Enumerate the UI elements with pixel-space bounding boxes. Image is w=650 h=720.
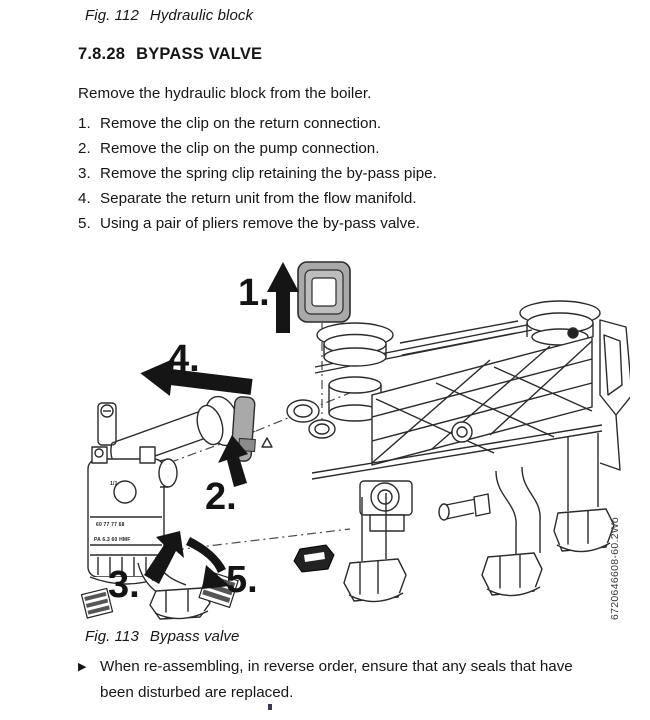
- step-1: [78, 111, 578, 136]
- black-hex-fitting: [294, 545, 334, 572]
- part-code: 6720646608-60.2Wo: [609, 517, 621, 620]
- callout-3: 3.: [108, 564, 140, 606]
- fig-112-number: Fig. 112: [85, 7, 139, 24]
- step-3-text: Remove the spring clip retaining the by-pass pipe.: [100, 165, 437, 182]
- procedure-steps: [78, 111, 578, 236]
- retaining-clip-1: [298, 262, 350, 322]
- fig-112-label: Hydraulic block: [149, 7, 254, 24]
- note-text: When re-assembling, in reverse order, ensure that any seals that have been disturbed are replaced.: [100, 658, 573, 701]
- intro-text: Remove the hydraulic block from the boiler.: [78, 85, 372, 102]
- step-2-number: 2.: [78, 140, 91, 157]
- step-4-number: 4.: [78, 190, 91, 207]
- step-5-text: Using a pair of pliers remove the by-pass valve.: [100, 215, 420, 232]
- section-number: 7.8.28: [78, 45, 126, 63]
- pump-label-1: 60 77 77 68: [96, 522, 125, 528]
- step-5: [78, 211, 578, 236]
- step-1-text: Remove the clip on the return connection.: [100, 115, 382, 132]
- arrow-up-icon: [267, 262, 299, 333]
- step-3-number: 3.: [78, 165, 91, 182]
- step-4: [78, 186, 578, 211]
- fig-113-label: Bypass valve: [149, 628, 240, 645]
- callout-5: 5.: [226, 559, 258, 601]
- reassembly-note: [78, 654, 584, 706]
- step-3: [78, 161, 578, 186]
- pump-top-label: 1/1: [110, 481, 118, 487]
- step-2-text: Remove the clip on the pump connection.: [100, 140, 380, 157]
- step-1-number: 1.: [78, 115, 91, 132]
- pump-label-2: PA 6.3 60 HMF: [94, 537, 131, 543]
- callout-2: 2.: [205, 476, 237, 518]
- step-5-number: 5.: [78, 215, 91, 232]
- print-artifact: [268, 704, 272, 710]
- step-4-text: Separate the return unit from the flow manifold.: [100, 190, 417, 207]
- hydraulic-block-drawing: [60, 245, 630, 630]
- step-2: [78, 136, 578, 161]
- callout-1: 1.: [238, 272, 270, 314]
- fig-112-caption: [85, 7, 253, 24]
- triangle-bullet-icon: ▶: [78, 661, 87, 673]
- fig-113-caption: [85, 628, 239, 645]
- section-title: BYPASS VALVE: [136, 45, 263, 63]
- section-heading: [78, 45, 262, 64]
- callout-4: 4.: [168, 338, 200, 380]
- fig-113-number: Fig. 113: [85, 628, 139, 645]
